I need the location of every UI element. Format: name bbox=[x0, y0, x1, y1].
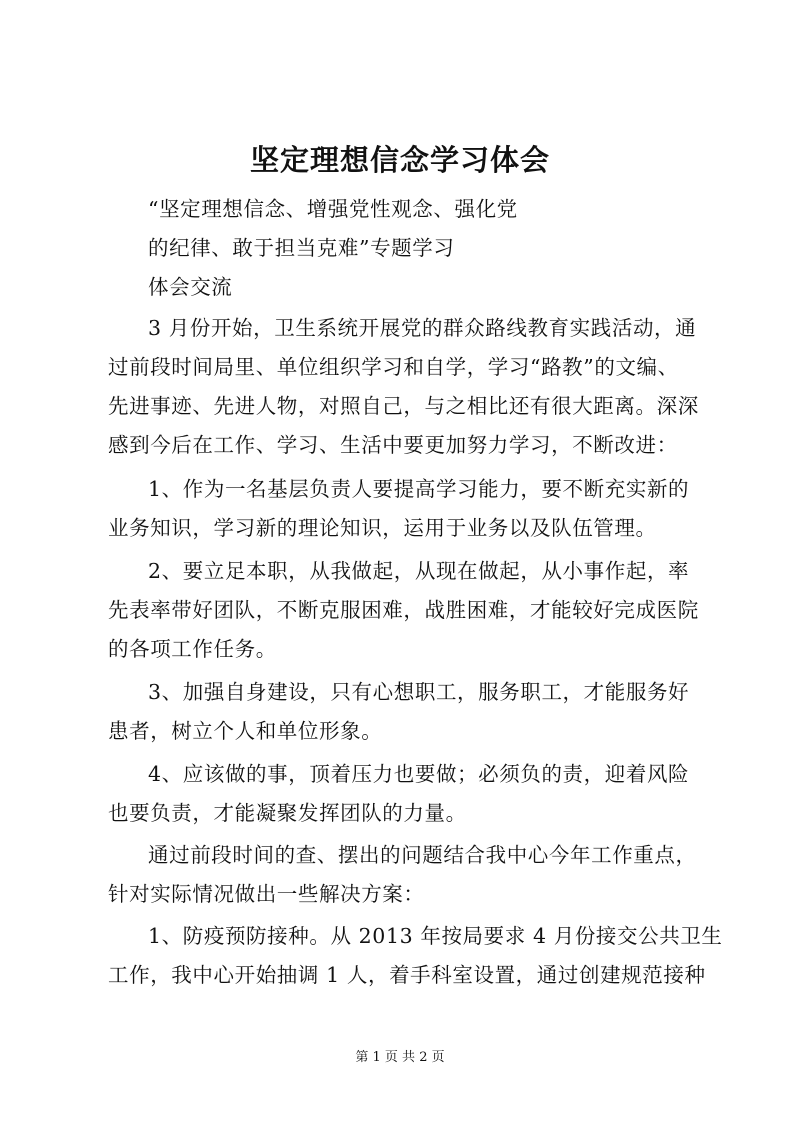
paragraph-line: 感到今后在工作、学习、生活中要更加努力学习，不断改进： bbox=[108, 433, 678, 457]
paragraph-line: 患者，树立个人和单位形象。 bbox=[108, 719, 383, 743]
paragraph-line: 也要负责，才能凝聚发挥团队的力量。 bbox=[108, 801, 467, 825]
paragraph-line: 体会交流 bbox=[148, 275, 233, 299]
paragraph-line: 1、作为一名基层负责人要提高学习能力，要不断充实新的 bbox=[148, 477, 690, 501]
paragraph-line: 3、加强自身建设，只有心想职工，服务职工，才能服务好 bbox=[148, 680, 690, 704]
paragraph-line: 工作，我中心开始抽调 1 人，着手科室设置，通过创建规范接种 bbox=[108, 963, 706, 987]
paragraph-line: 的各项工作任务。 bbox=[108, 637, 277, 661]
paragraph-line: 先表率带好团队，不断克服困难，战胜困难，才能较好完成医院 bbox=[108, 598, 699, 622]
paragraph-line: 先进事迹、先进人物，对照自己，与之相比还有很大距离。深深 bbox=[108, 394, 699, 418]
paragraph-line: 1、防疫预防接种。从 2013 年按局要求 4 月份接交公共卫生 bbox=[148, 924, 723, 948]
paragraph-line: 2、要立足本职，从我做起，从现在做起，从小事作起，率 bbox=[148, 559, 690, 583]
page-footer: 第 1 页 共 2 页 bbox=[355, 1050, 445, 1065]
paragraph-line: 4、应该做的事，顶着压力也要做；必须负的责，迎着风险 bbox=[148, 762, 690, 786]
paragraph-line: 3 月份开始，卫生系统开展党的群众路线教育实践活动，通 bbox=[148, 316, 697, 340]
paragraph-line: 业务知识，学习新的理论知识，运用于业务以及队伍管理。 bbox=[108, 516, 657, 540]
paragraph-line: 通过前段时间的查、摆出的问题结合我中心今年工作重点， bbox=[148, 843, 697, 867]
paragraph-line: “坚定理想信念、增强党性观念、强化党 bbox=[148, 197, 518, 221]
document-title: 坚定理想信念学习体会 bbox=[249, 143, 550, 177]
paragraph-line: 过前段时间局里、单位组织学习和自学，学习“路教”的文编、 bbox=[108, 355, 679, 379]
paragraph-line: 的纪律、敢于担当克难”专题学习 bbox=[148, 236, 455, 260]
paragraph-line: 针对实际情况做出一些解决方案： bbox=[108, 882, 425, 906]
